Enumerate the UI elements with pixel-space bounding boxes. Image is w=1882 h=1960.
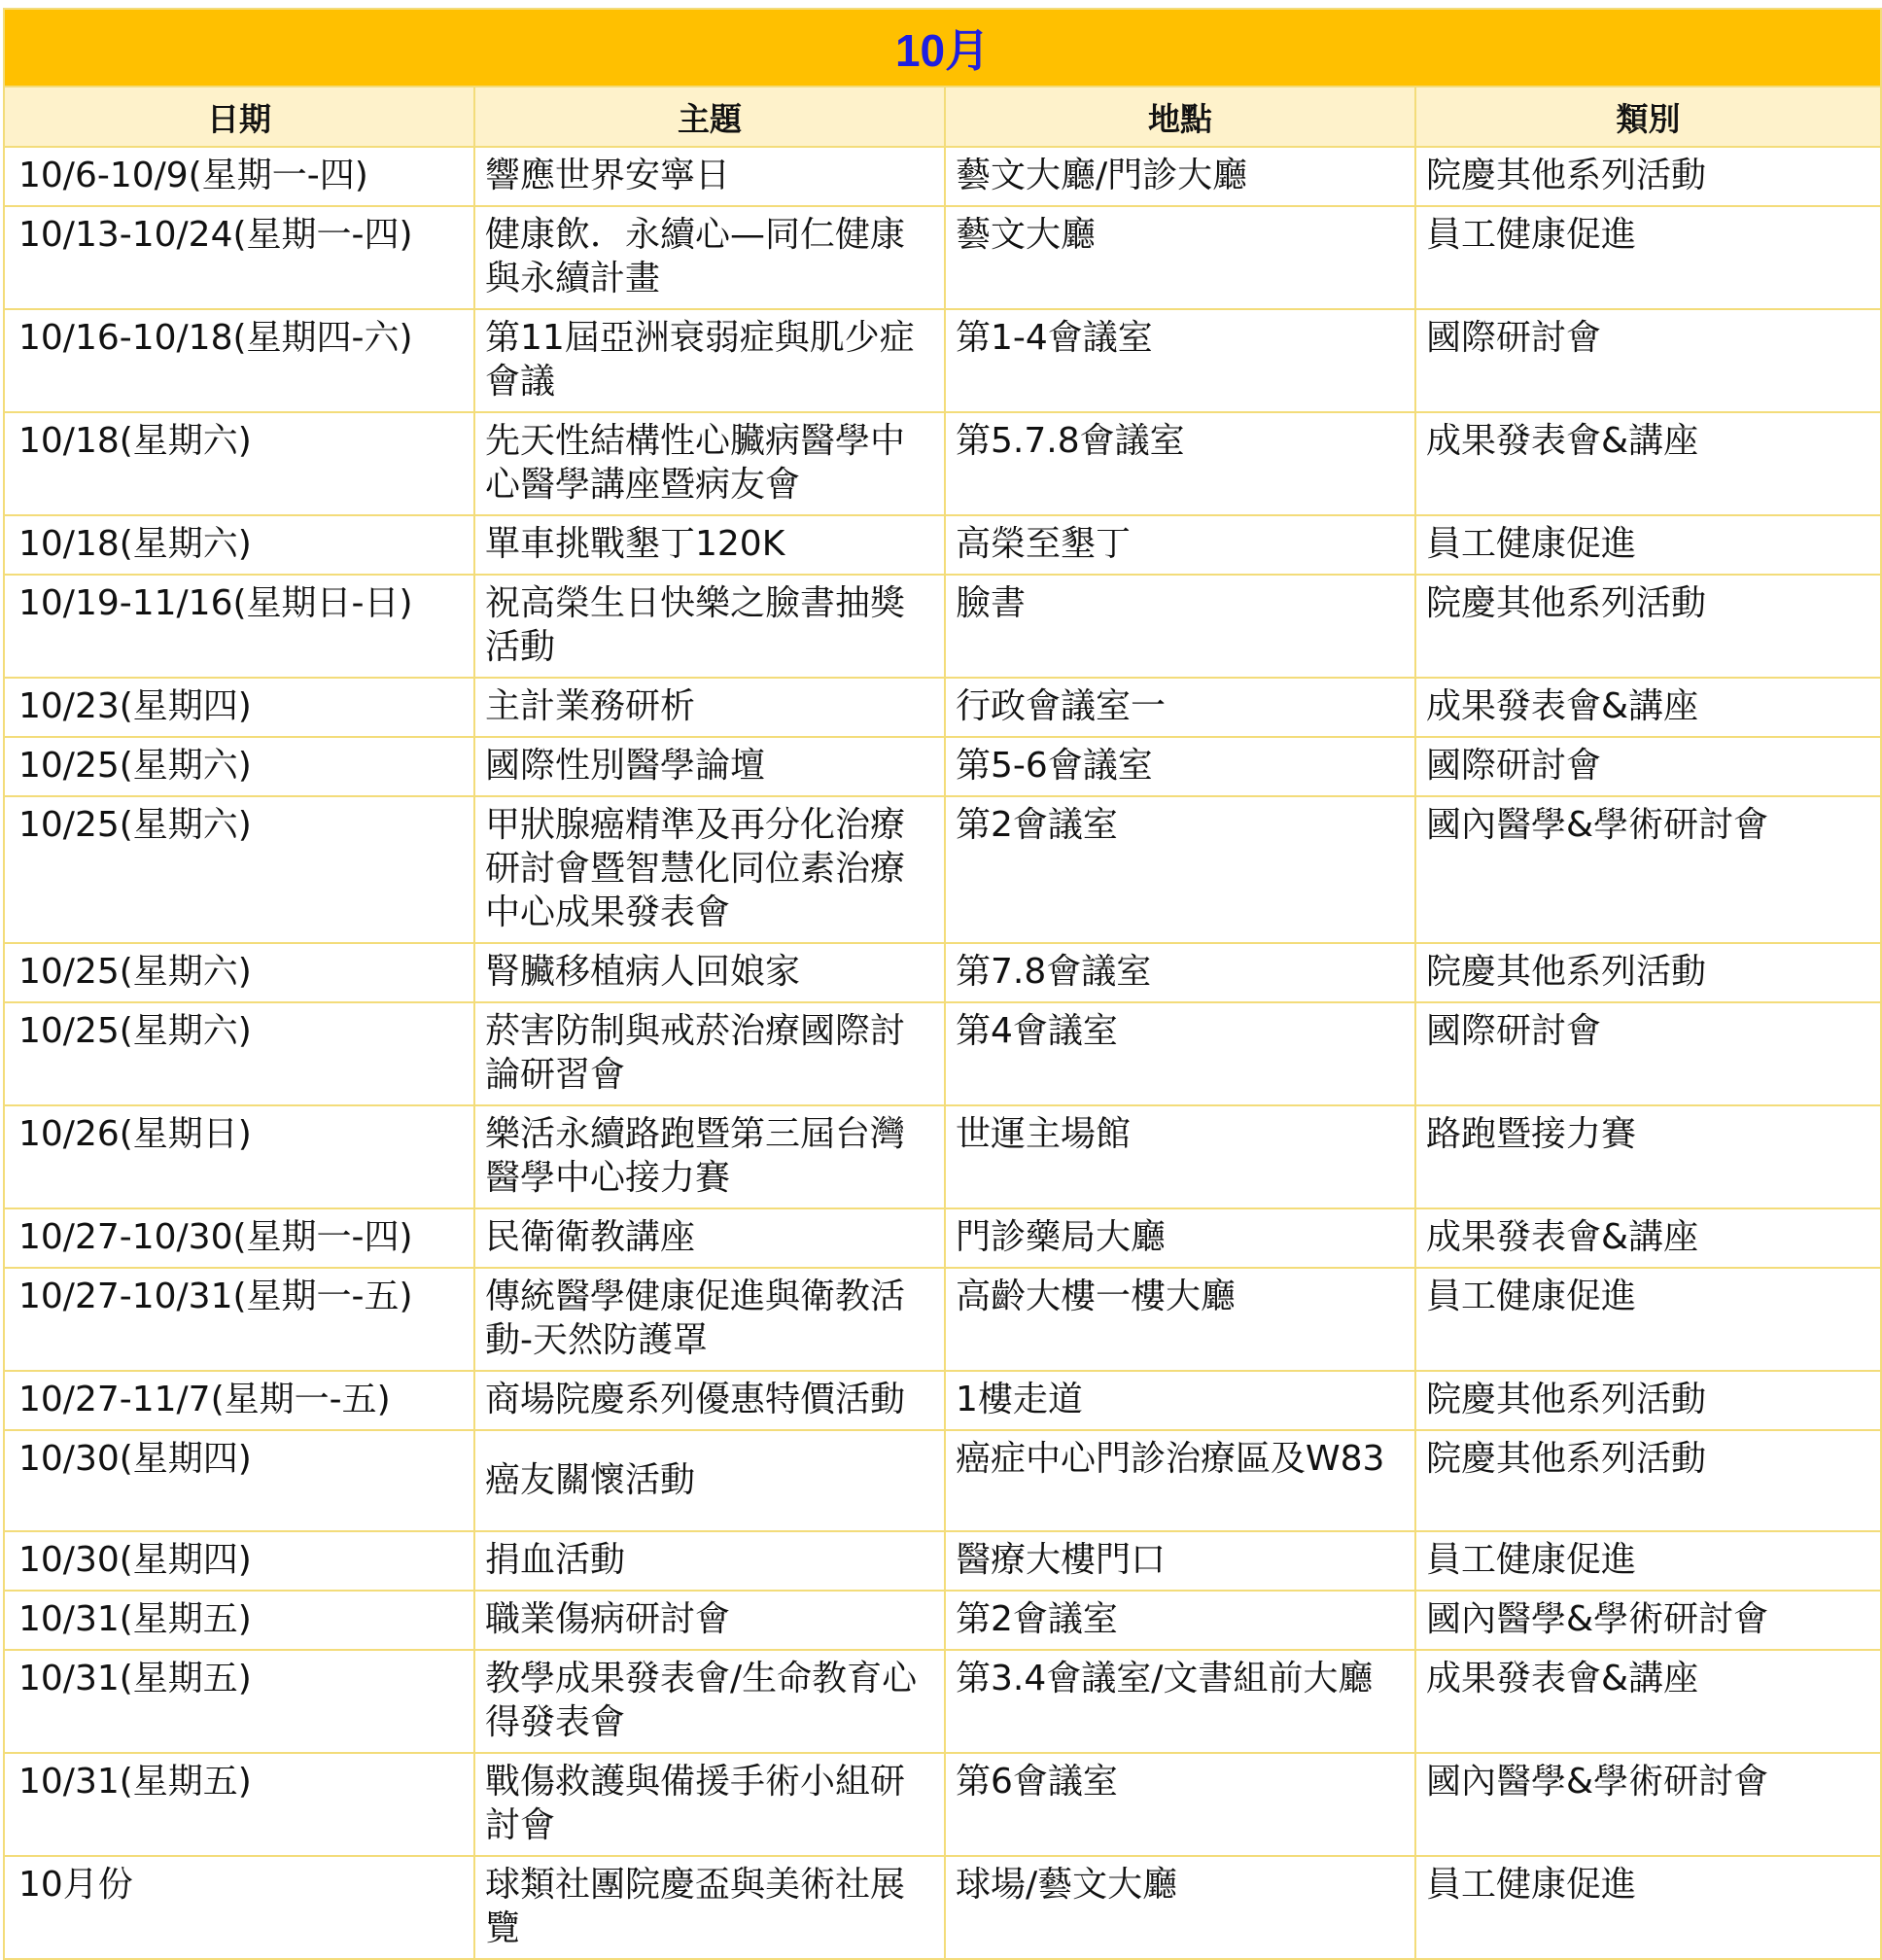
- cell-category: 國際研討會: [1415, 737, 1881, 796]
- cell-category: 國際研討會: [1415, 1002, 1881, 1105]
- cell-date: 10/27-11/7(星期一-五): [4, 1371, 474, 1430]
- cell-topic: 捐血活動: [474, 1531, 945, 1591]
- header-location: 地點: [945, 87, 1415, 147]
- cell-topic: 第11屆亞洲衰弱症與肌少症會議: [474, 309, 945, 412]
- cell-date: 10/16-10/18(星期四-六): [4, 309, 474, 412]
- table-row: [4, 515, 1881, 575]
- cell-topic: 教學成果發表會/生命教育心得發表會: [474, 1650, 945, 1753]
- cell-topic: 樂活永續路跑暨第三屆台灣醫學中心接力賽: [474, 1105, 945, 1208]
- cell-location: 醫療大樓門口: [945, 1531, 1415, 1591]
- cell-location: 第2會議室: [945, 796, 1415, 943]
- table-row: [4, 1650, 1881, 1753]
- cell-topic: 癌友關懷活動: [474, 1430, 945, 1531]
- cell-date: 10/27-10/30(星期一-四): [4, 1208, 474, 1268]
- table-row: [4, 1105, 1881, 1208]
- cell-topic: 菸害防制與戒菸治療國際討論研習會: [474, 1002, 945, 1105]
- cell-topic: 國際性別醫學論壇: [474, 737, 945, 796]
- cell-date: 10/18(星期六): [4, 412, 474, 515]
- cell-category: 國內醫學&學術研討會: [1415, 796, 1881, 943]
- cell-topic: 民衛衛教講座: [474, 1208, 945, 1268]
- table-row: [4, 1430, 1881, 1531]
- cell-location: 門診藥局大廳: [945, 1208, 1415, 1268]
- table-row: [4, 309, 1881, 412]
- cell-date: 10/19-11/16(星期日-日): [4, 575, 474, 678]
- cell-location: 第5-6會議室: [945, 737, 1415, 796]
- cell-topic: 單車挑戰墾丁120K: [474, 515, 945, 575]
- cell-category: 院慶其他系列活動: [1415, 943, 1881, 1002]
- cell-date: 10/30(星期四): [4, 1430, 474, 1531]
- cell-category: 成果發表會&講座: [1415, 678, 1881, 737]
- table-row: [4, 678, 1881, 737]
- cell-category: 國內醫學&學術研討會: [1415, 1753, 1881, 1856]
- cell-location: 第5.7.8會議室: [945, 412, 1415, 515]
- table-row: [4, 575, 1881, 678]
- cell-date: 10/6-10/9(星期一-四): [4, 147, 474, 206]
- schedule-body: [4, 147, 1881, 1959]
- cell-topic: 職業傷病研討會: [474, 1591, 945, 1650]
- cell-category: 院慶其他系列活動: [1415, 575, 1881, 678]
- table-row: [4, 1531, 1881, 1591]
- cell-location: 藝文大廳/門診大廳: [945, 147, 1415, 206]
- cell-category: 院慶其他系列活動: [1415, 1371, 1881, 1430]
- cell-category: 國內醫學&學術研討會: [1415, 1591, 1881, 1650]
- header-date: 日期: [4, 87, 474, 147]
- cell-topic: 甲狀腺癌精準及再分化治療研討會暨智慧化同位素治療中心成果發表會: [474, 796, 945, 943]
- cell-category: 員工健康促進: [1415, 1531, 1881, 1591]
- table-row: [4, 943, 1881, 1002]
- cell-date: 10/26(星期日): [4, 1105, 474, 1208]
- cell-category: 成果發表會&講座: [1415, 1650, 1881, 1753]
- month-title: 10月: [4, 9, 1881, 87]
- cell-date: 10/23(星期四): [4, 678, 474, 737]
- table-row: [4, 1208, 1881, 1268]
- cell-category: 員工健康促進: [1415, 1268, 1881, 1371]
- cell-category: 院慶其他系列活動: [1415, 147, 1881, 206]
- cell-date: 10/31(星期五): [4, 1650, 474, 1753]
- cell-location: 高榮至墾丁: [945, 515, 1415, 575]
- column-header-row: [4, 87, 1881, 147]
- table-row: [4, 206, 1881, 309]
- schedule-table: [3, 8, 1882, 1960]
- cell-date: 10月份: [4, 1856, 474, 1959]
- month-title-row: [4, 9, 1881, 87]
- cell-location: 臉書: [945, 575, 1415, 678]
- cell-location: 第3.4會議室/文書組前大廳: [945, 1650, 1415, 1753]
- cell-location: 藝文大廳: [945, 206, 1415, 309]
- cell-location: 行政會議室一: [945, 678, 1415, 737]
- cell-date: 10/13-10/24(星期一-四): [4, 206, 474, 309]
- table-row: [4, 1591, 1881, 1650]
- cell-category: 院慶其他系列活動: [1415, 1430, 1881, 1531]
- table-row: [4, 737, 1881, 796]
- table-row: [4, 1371, 1881, 1430]
- table-row: [4, 1753, 1881, 1856]
- cell-category: 國際研討會: [1415, 309, 1881, 412]
- cell-date: 10/27-10/31(星期一-五): [4, 1268, 474, 1371]
- cell-location: 世運主場館: [945, 1105, 1415, 1208]
- cell-date: 10/25(星期六): [4, 737, 474, 796]
- cell-date: 10/25(星期六): [4, 1002, 474, 1105]
- cell-category: 成果發表會&講座: [1415, 1208, 1881, 1268]
- cell-topic: 響應世界安寧日: [474, 147, 945, 206]
- cell-topic: 健康飲．永續心—同仁健康與永續計畫: [474, 206, 945, 309]
- cell-category: 成果發表會&講座: [1415, 412, 1881, 515]
- cell-date: 10/31(星期五): [4, 1591, 474, 1650]
- table-row: [4, 1856, 1881, 1959]
- cell-topic: 球類社團院慶盃與美術社展覽: [474, 1856, 945, 1959]
- cell-topic: 先天性結構性心臟病醫學中心醫學講座暨病友會: [474, 412, 945, 515]
- cell-topic: 傳統醫學健康促進與衛教活動-天然防護罩: [474, 1268, 945, 1371]
- table-row: [4, 1268, 1881, 1371]
- cell-location: 球場/藝文大廳: [945, 1856, 1415, 1959]
- cell-date: 10/25(星期六): [4, 943, 474, 1002]
- header-topic: 主題: [474, 87, 945, 147]
- table-row: [4, 147, 1881, 206]
- cell-topic: 主計業務研析: [474, 678, 945, 737]
- cell-topic: 祝高榮生日快樂之臉書抽獎活動: [474, 575, 945, 678]
- table-row: [4, 796, 1881, 943]
- cell-location: 第6會議室: [945, 1753, 1415, 1856]
- cell-category: 員工健康促進: [1415, 1856, 1881, 1959]
- cell-category: 員工健康促進: [1415, 515, 1881, 575]
- cell-category: 員工健康促進: [1415, 206, 1881, 309]
- cell-location: 第7.8會議室: [945, 943, 1415, 1002]
- cell-location: 第4會議室: [945, 1002, 1415, 1105]
- cell-date: 10/25(星期六): [4, 796, 474, 943]
- cell-date: 10/31(星期五): [4, 1753, 474, 1856]
- cell-location: 第2會議室: [945, 1591, 1415, 1650]
- cell-location: 1樓走道: [945, 1371, 1415, 1430]
- cell-location: 第1-4會議室: [945, 309, 1415, 412]
- cell-location: 高齡大樓一樓大廳: [945, 1268, 1415, 1371]
- table-row: [4, 412, 1881, 515]
- cell-date: 10/30(星期四): [4, 1531, 474, 1591]
- cell-topic: 商場院慶系列優惠特價活動: [474, 1371, 945, 1430]
- cell-topic: 腎臟移植病人回娘家: [474, 943, 945, 1002]
- table-row: [4, 1002, 1881, 1105]
- header-category: 類別: [1415, 87, 1881, 147]
- cell-location: 癌症中心門診治療區及W83: [945, 1430, 1415, 1531]
- cell-category: 路跑暨接力賽: [1415, 1105, 1881, 1208]
- cell-topic: 戰傷救護與備援手術小組研討會: [474, 1753, 945, 1856]
- cell-date: 10/18(星期六): [4, 515, 474, 575]
